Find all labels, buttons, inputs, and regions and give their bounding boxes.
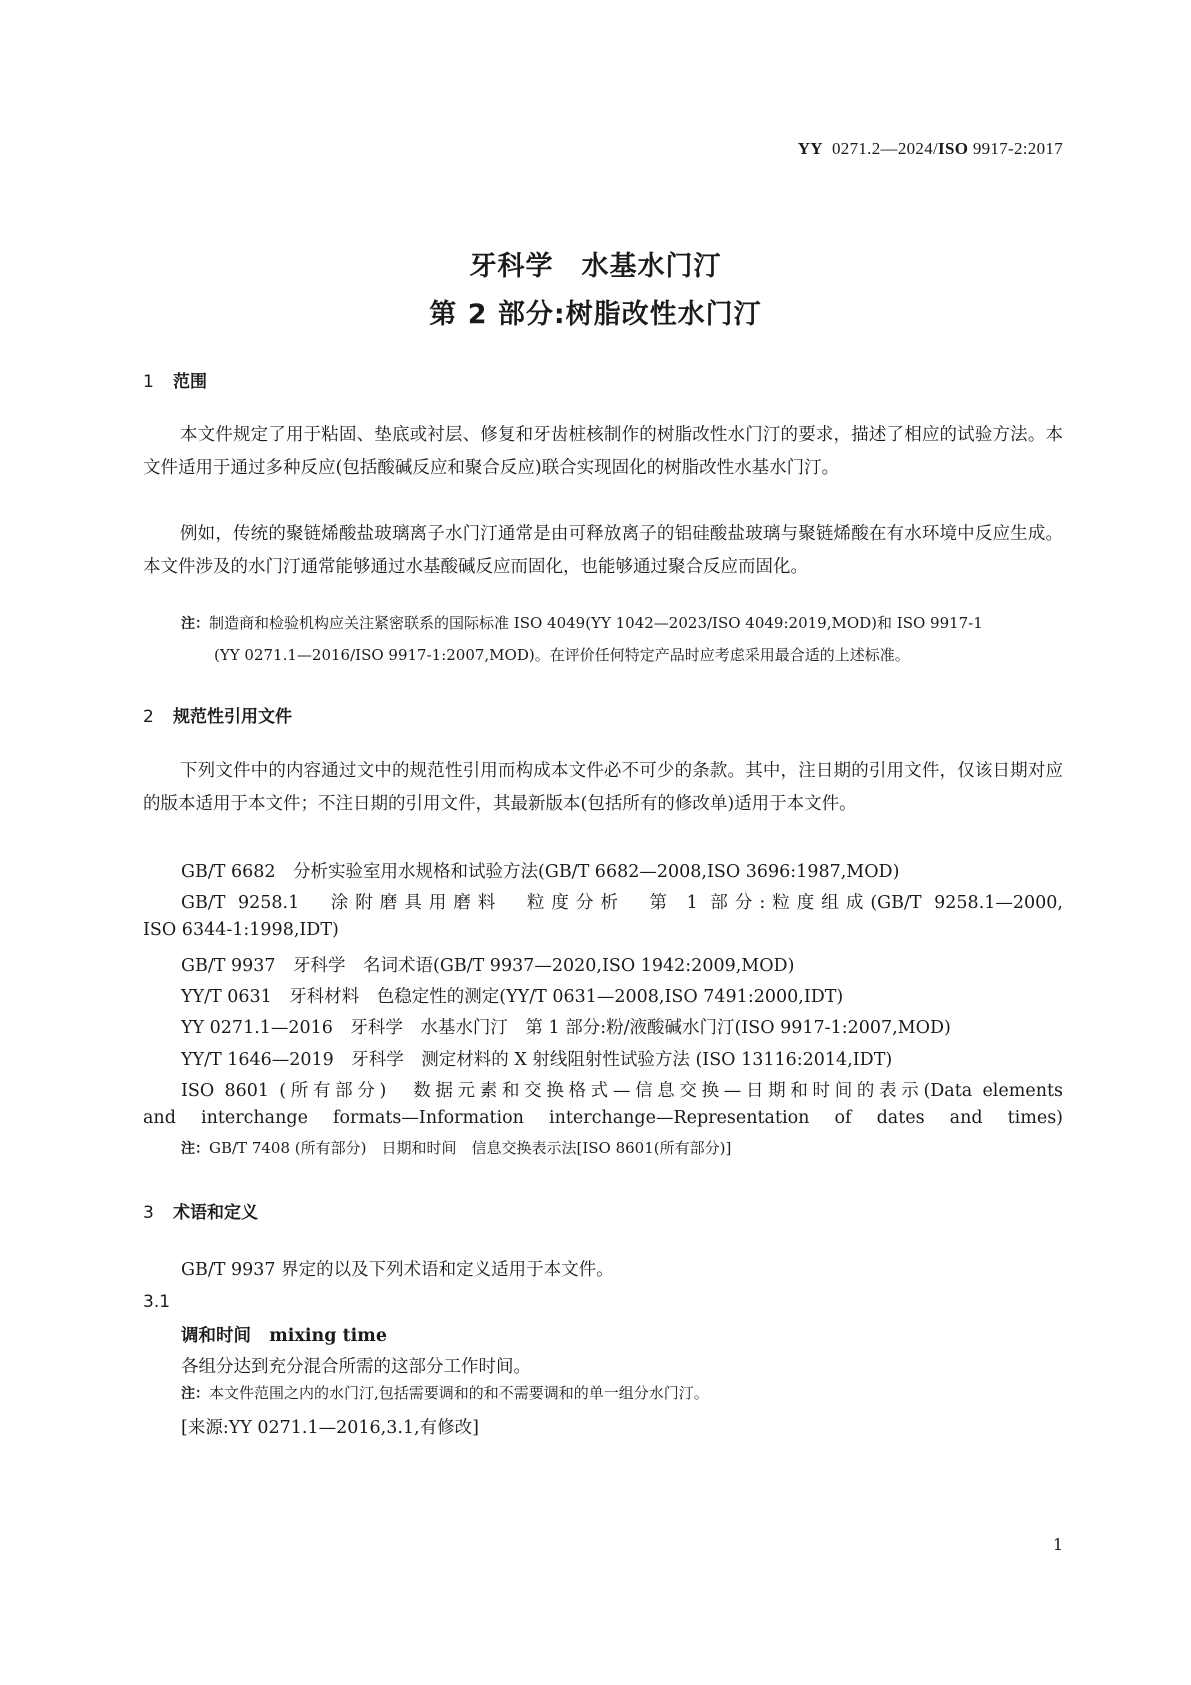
- reference-yyt-0631: YY/T 0631 牙科材料 色稳定性的测定(YY/T 0631—2008,ISO 7491:2000,IDT): [181, 987, 844, 1007]
- note-text: GB/T 7408 (所有部分) 日期和时间 信息交换表示法[ISO 8601(所有部分)]: [209, 1139, 732, 1157]
- term-title: [181, 1322, 387, 1347]
- note-label: 注：: [181, 1141, 209, 1157]
- section-1-para-2: 例如，传统的聚链烯酸盐玻璃离子水门汀通常是由可释放离子的铝硅酸盐玻璃与聚链烯酸在有水环境中反应生成。本文件涉及的水门汀通常能够通过水基酸碱反应而固化，也能够通过聚合反应而固化。: [143, 524, 1063, 577]
- note-label: 注：: [181, 616, 209, 632]
- doc-id-prefix: YY: [797, 139, 823, 158]
- section-2-heading: [143, 702, 292, 727]
- document-title-line1: 牙科学 水基水门汀: [469, 251, 722, 282]
- term-source: [来源:YY 0271.1—2016,3.1,有修改]: [181, 1418, 479, 1438]
- section-3-note: [181, 1378, 1063, 1410]
- note-line-1: 制造商和检验机构应关注紧密联系的国际标准 ISO 4049(YY 1042—2023/ISO 4049:2019,MOD)和 ISO 9917-1: [209, 614, 983, 632]
- reference-yyt-1646: YY/T 1646—2019 牙科学 测定材料的 X 射线阻射性试验方法 (ISO 13116:2014,IDT): [181, 1050, 893, 1070]
- doc-id-iso: ISO: [938, 139, 969, 158]
- note-text: 本文件范围之内的水门汀,包括需要调和的和不需要调和的单一组分水门汀。: [209, 1384, 709, 1402]
- section-1-para-1: 本文件规定了用于粘固、垫底或衬层、修复和牙齿桩核制作的树脂改性水门汀的要求，描述了相应的试验方法。本文件适用于通过多种反应(包括酸碱反应和聚合反应)联合实现固化的树脂改性水基水门汀。: [143, 425, 1063, 478]
- section-3-title: 术语和定义: [173, 1203, 258, 1223]
- note-label: 注：: [181, 1386, 209, 1402]
- page-number: 1: [1052, 1535, 1063, 1554]
- section-2-number: 2: [143, 707, 154, 727]
- section-2-note: [181, 1133, 1063, 1165]
- note-line-2: (YY 0271.1—2016/ISO 9917-1:2007,MOD)。在评价任何特定产品时应考虑采用最合适的上述标准。: [214, 646, 910, 664]
- section-2-intro: 下列文件中的内容通过文中的规范性引用而构成本文件必不可少的条款。其中，注日期的引用文件，仅该日期对应的版本适用于本文件；不注日期的引用文件，其最新版本(包括所有的修改单)适用于本文件。: [143, 761, 1063, 814]
- reference-iso-8601-cont: and interchange formats—Information interchange—Representation of dates and times): [143, 1108, 1063, 1128]
- reference-gbt-9937: GB/T 9937 牙科学 名词术语(GB/T 9937—2020,ISO 1942:2009,MOD): [181, 956, 795, 976]
- doc-id-suffix: 9917-2:2017: [972, 139, 1063, 158]
- document-title-line2: 第 2 部分:树脂改性水门汀: [429, 299, 762, 330]
- reference-gbt-9258-1-cont: ISO 6344-1:1998,IDT): [143, 920, 339, 940]
- reference-yy-0271-1: YY 0271.1—2016 牙科学 水基水门汀 第 1 部分:粉/液酸碱水门汀(ISO 9917-1:2007,MOD): [181, 1018, 951, 1038]
- section-2-title: 规范性引用文件: [173, 707, 292, 727]
- section-3-intro: GB/T 9937 界定的以及下列术语和定义适用于本文件。: [181, 1260, 614, 1280]
- section-3-heading: [143, 1198, 258, 1223]
- section-1-title: 范围: [173, 372, 207, 392]
- term-number: 3.1: [143, 1292, 171, 1312]
- term-english: mixing time: [269, 1326, 387, 1346]
- doc-id-main: 0271.2—2024/: [831, 139, 939, 158]
- section-1-heading: [143, 367, 207, 392]
- reference-gbt-9258-1: GB/T 9258.1 涂附磨具用磨料 粒度分析 第 1 部分:粒度组成(GB/T 9258.1—2000,: [181, 893, 1063, 913]
- reference-gbt-6682: GB/T 6682 分析实验室用水规格和试验方法(GB/T 6682—2008,ISO 3696:1987,MOD): [181, 862, 900, 882]
- reference-iso-8601: ISO 8601 (所有部分) 数据元素和交换格式—信息交换—日期和时间的表示(Data elements: [181, 1081, 1063, 1101]
- term-definition: 各组分达到充分混合所需的这部分工作时间。: [181, 1357, 531, 1377]
- section-1-number: 1: [143, 372, 154, 392]
- section-1-note: [181, 608, 1063, 671]
- document-id: [798, 139, 1063, 159]
- term-chinese: 调和时间: [181, 1326, 251, 1346]
- section-3-number: 3: [143, 1203, 154, 1223]
